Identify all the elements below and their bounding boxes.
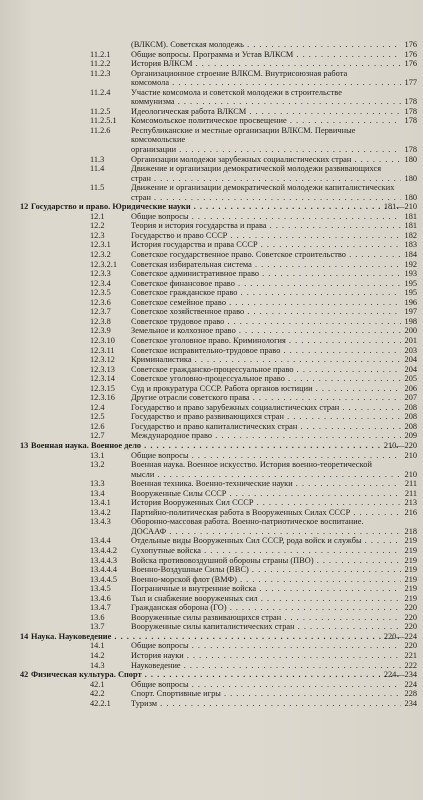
- entry-number: 12.3.12: [90, 355, 115, 365]
- toc-entry: [0, 231, 423, 241]
- entry-page-number: 184: [404, 250, 417, 260]
- entry-number: 12.6: [90, 421, 105, 431]
- entry-page-number: 200: [404, 326, 417, 336]
- toc-entry: [0, 699, 423, 709]
- entry-page-number: 196: [404, 297, 417, 307]
- entry-title: Вооруженные Силы СССР . . .: [131, 489, 401, 499]
- entry-title: История Вооруженных Сил СССР . . .: [131, 498, 401, 508]
- toc-entry: [0, 603, 423, 613]
- entry-title: Военная наука. Военное искусство. История военно-теоретической мысли . . .: [131, 460, 401, 479]
- entry-page-number: 220: [404, 603, 417, 613]
- toc-entry: [0, 250, 423, 260]
- entry-page-number: 197: [404, 307, 417, 317]
- entry-page-number: 219: [404, 574, 417, 584]
- entry-title: Спорт. Спортивные игры . . .: [131, 689, 401, 699]
- entry-page-number: 216: [404, 507, 417, 517]
- entry-title: Советское семейное право . . .: [131, 298, 401, 308]
- entry-number: 12.3.9: [90, 326, 111, 336]
- toc-entry: [0, 403, 423, 413]
- entry-page-number: 228: [404, 689, 417, 699]
- table-of-contents: [0, 40, 423, 708]
- entry-page-number: 180: [404, 192, 417, 202]
- entry-title: Наука. Науковедение . . .: [31, 632, 401, 642]
- toc-entry: [0, 384, 423, 394]
- entry-page-number: 219: [404, 565, 417, 575]
- entry-number: 42.2.1: [90, 698, 111, 708]
- entry-title: Республиканские и местные организации ВЛКСМ. Первичные комсомольские организации . . .: [131, 126, 401, 155]
- entry-number: 13.4.7: [90, 603, 111, 613]
- entry-number: 12.3.10: [90, 335, 115, 345]
- entry-title: Советское гражданско-процессуальное право . . .: [131, 365, 401, 375]
- entry-title: Оборонно-массовая работа. Военно-патриотическое воспитание. ДОСААФ . . .: [131, 517, 401, 536]
- entry-title: Советское уголовное право. Криминология . . .: [131, 336, 401, 346]
- entry-number: 12.3.8: [90, 316, 111, 326]
- toc-entry: [0, 393, 423, 403]
- toc-entry: [0, 69, 423, 88]
- entry-title: Государство и право СССР . . .: [131, 231, 401, 241]
- entry-title: Государство и право зарубежных социалистических стран . . .: [131, 403, 401, 413]
- section-heading: [0, 202, 423, 212]
- entry-title: Другие отрасли советского права . . .: [131, 393, 401, 403]
- entry-number: 11.2.6: [90, 125, 111, 135]
- entry-page-number: 195: [404, 278, 417, 288]
- toc-entry: [0, 556, 423, 566]
- toc-entry: [0, 298, 423, 308]
- entry-page-number: 180: [404, 154, 417, 164]
- entry-title: Советская избирательная система . . .: [131, 260, 401, 270]
- toc-entry: [0, 346, 423, 356]
- entry-title: Войска противовоздушной обороны страны (ПВО) . . .: [131, 556, 401, 566]
- entry-page-number: 219: [404, 593, 417, 603]
- entry-number: 42.2: [90, 689, 105, 699]
- toc-entry: [0, 221, 423, 231]
- entry-title: Советское уголовно-процессуальное право . . .: [131, 374, 401, 384]
- entry-title: Партийно-политическая работа в Вооруженных Силах СССР . . .: [131, 508, 401, 518]
- entry-number: 13.4.3: [90, 517, 111, 527]
- entry-number: 13.4.2: [90, 507, 111, 517]
- entry-title: Криминалистика . . .: [131, 355, 401, 365]
- toc-entry: [0, 374, 423, 384]
- entry-page-number: 210: [404, 450, 417, 460]
- toc-entry: [0, 584, 423, 594]
- entry-page-number: 208: [404, 421, 417, 431]
- entry-number: 11.4: [90, 164, 105, 174]
- entry-number: 11.2.5.1: [90, 116, 117, 126]
- entry-page-number: 224: [404, 679, 417, 689]
- entry-number: 12.5: [90, 412, 105, 422]
- entry-number: 11.3: [90, 154, 105, 164]
- entry-page-number: 219: [404, 555, 417, 565]
- toc-entry: [0, 422, 423, 432]
- toc-entry: [0, 661, 423, 671]
- toc-entry: [0, 336, 423, 346]
- entry-page-number: 219: [404, 545, 417, 555]
- entry-page-number: 193: [404, 269, 417, 279]
- entry-page-number: 213: [404, 498, 417, 508]
- toc-entry: [0, 431, 423, 441]
- entry-number: 14.3: [90, 660, 105, 670]
- entry-number: 14.2: [90, 651, 105, 660]
- toc-entry: [0, 489, 423, 499]
- toc-entry: [0, 279, 423, 289]
- toc-entry: [0, 641, 423, 651]
- entry-number: 11.2.5: [90, 106, 111, 116]
- entry-page-number: 208: [404, 402, 417, 412]
- entry-title: Гражданская оборона (ГО) . . .: [131, 603, 401, 613]
- entry-number: 11.2.1: [90, 49, 111, 59]
- entry-page-number: 222: [404, 660, 417, 670]
- toc-entry: [0, 288, 423, 298]
- entry-number: 12: [20, 202, 29, 212]
- entry-number: 11.2.3: [90, 68, 111, 78]
- entry-number: 12.1: [90, 211, 105, 221]
- entry-page-number: 220: [404, 641, 417, 651]
- toc-entry: [0, 613, 423, 623]
- entry-page-number: 208: [404, 412, 417, 422]
- entry-number: 11.2.4: [90, 87, 111, 97]
- entry-title: Военно-Воздушные Силы (ВВС) . . .: [131, 565, 401, 575]
- entry-number: 12.3.2: [90, 250, 111, 260]
- entry-title: Государство и право. Юридические науки . . .: [31, 202, 401, 212]
- entry-number: 12.3.4: [90, 278, 111, 288]
- entry-number: 12.3.1: [90, 240, 111, 250]
- entry-page-number: 198: [404, 316, 417, 326]
- entry-number: 12.3.5: [90, 288, 111, 298]
- section-heading: [0, 632, 423, 642]
- entry-number: 13.7: [90, 622, 105, 632]
- toc-entry: [0, 107, 423, 117]
- entry-number: 13.4.4.3: [90, 555, 117, 565]
- entry-title: Советское административное право . . .: [131, 269, 401, 279]
- entry-title: Движение и организации демократической молодежи развивающихся стран . . .: [131, 164, 401, 183]
- entry-number: 42: [20, 670, 29, 680]
- entry-number: 13.4.4.4: [90, 565, 117, 575]
- entry-page-number: 211: [404, 479, 417, 489]
- entry-title: Советское гражданское право . . .: [131, 288, 401, 298]
- entry-page-number: 180: [404, 173, 417, 183]
- entry-page-number: 220—224: [383, 631, 417, 641]
- entry-title: Земельное и колхозное право . . .: [131, 326, 401, 336]
- toc-entry: [0, 651, 423, 661]
- toc-entry: [0, 183, 423, 202]
- entry-page-number: 219: [404, 584, 417, 594]
- entry-page-number: 211: [404, 488, 417, 498]
- toc-entry: [0, 88, 423, 107]
- toc-entry: [0, 546, 423, 556]
- entry-title: Комсомольское политическое просвещение . . .: [131, 116, 401, 126]
- entry-page-number: 220: [404, 622, 417, 632]
- toc-entry: [0, 126, 423, 155]
- toc-entry: [0, 260, 423, 270]
- entry-title: Отдельные виды Вооруженных Сил СССР, рода войск и службы . . .: [131, 536, 401, 546]
- entry-number: 12.3.16: [90, 393, 115, 403]
- entry-number: 14.1: [90, 641, 105, 651]
- toc-entry: [0, 59, 423, 69]
- entry-title: Вооруженные силы развивающихся стран . . .: [131, 613, 401, 623]
- entry-title: Военная наука. Военное дело . . .: [31, 441, 401, 451]
- entry-title: Пограничные и внутренние войска . . .: [131, 584, 401, 594]
- entry-title: Международное право . . .: [131, 431, 401, 441]
- entry-title: Организационное строение ВЛКСМ. Внутрисоюзная работа комсомола . . .: [131, 69, 401, 88]
- entry-title: Советское исправительно-трудовое право . . .: [131, 346, 401, 356]
- entry-title: Советское хозяйственное право . . .: [131, 307, 401, 317]
- entry-page-number: 204: [404, 364, 417, 374]
- toc-entry: [0, 40, 423, 50]
- entry-title: Организации молодежи зарубежных социалистических стран . . .: [131, 155, 401, 165]
- toc-entry: [0, 326, 423, 336]
- entry-title: Общие вопросы . . .: [131, 680, 401, 690]
- entry-title: Общие вопросы. Программа и Устав ВЛКСМ . . .: [131, 50, 401, 60]
- toc-entry: [0, 365, 423, 375]
- toc-entry: [0, 116, 423, 126]
- entry-number: 12.3.14: [90, 374, 115, 384]
- entry-page-number: 178: [404, 116, 417, 126]
- toc-entry: [0, 269, 423, 279]
- toc-entry: [0, 498, 423, 508]
- entry-page-number: 181—210: [383, 202, 417, 212]
- entry-number: 13.6: [90, 612, 105, 622]
- entry-page-number: 176: [404, 40, 417, 49]
- toc-entry: [0, 317, 423, 327]
- entry-page-number: 209: [404, 431, 417, 441]
- entry-number: 11.2.2: [90, 59, 111, 69]
- entry-title: История государства и права СССР . . .: [131, 240, 401, 250]
- entry-title: Участие комсомола и советской молодежи в строительстве коммунизма . . .: [131, 88, 401, 107]
- entry-page-number: 182: [404, 230, 417, 240]
- entry-page-number: 192: [404, 259, 417, 269]
- toc-entry: [0, 689, 423, 699]
- entry-page-number: 210: [404, 469, 417, 479]
- toc-entry: [0, 536, 423, 546]
- toc-entry: [0, 479, 423, 489]
- entry-page-number: 176: [404, 49, 417, 59]
- toc-entry: [0, 50, 423, 60]
- entry-number: 13.4.6: [90, 593, 111, 603]
- entry-title: Советское государственное право. Советское строительство . . .: [131, 250, 401, 260]
- entry-page-number: 178: [404, 145, 417, 155]
- entry-number: 12.2: [90, 221, 105, 231]
- entry-number: 14: [20, 631, 29, 641]
- entry-number: 13.4.4.2: [90, 545, 117, 555]
- entry-number: 12.3.13: [90, 364, 115, 374]
- entry-title: Советское трудовое право . . .: [131, 317, 401, 327]
- entry-number: 12.4: [90, 402, 105, 412]
- toc-entry: [0, 517, 423, 536]
- section-heading: [0, 441, 423, 451]
- entry-page-number: 195: [404, 288, 417, 298]
- entry-page-number: 178: [404, 106, 417, 116]
- entry-number: 13: [20, 440, 29, 450]
- entry-page-number: 181: [404, 221, 417, 231]
- entry-page-number: 224—234: [383, 670, 417, 680]
- entry-title: Военно-морской флот (ВМФ) . . .: [131, 575, 401, 585]
- entry-page-number: 176: [404, 59, 417, 69]
- entry-page-number: 221: [404, 651, 417, 660]
- entry-page-number: 207: [404, 393, 417, 403]
- entry-title: Тыл и снабжение вооруженных сил . . .: [131, 594, 401, 604]
- entry-page-number: 220: [404, 612, 417, 622]
- entry-page-number: 206: [404, 383, 417, 393]
- entry-page-number: 219: [404, 536, 417, 546]
- toc-entry: [0, 412, 423, 422]
- entry-title: Государство и право развивающихся стран . . .: [131, 412, 401, 422]
- entry-title: Советское финансовое право . . .: [131, 279, 401, 289]
- entry-number: 12.3.15: [90, 383, 115, 393]
- entry-title: Военная техника. Военно-технические науки . . .: [131, 479, 401, 489]
- entry-number: 13.3: [90, 479, 105, 489]
- entry-page-number: 183: [404, 240, 417, 250]
- entry-number: 12.7: [90, 431, 105, 441]
- toc-entry: [0, 680, 423, 690]
- entry-page-number: 218: [404, 526, 417, 536]
- toc-entry: [0, 565, 423, 575]
- toc-entry: [0, 594, 423, 604]
- entry-number: 13.4.4.5: [90, 574, 117, 584]
- entry-page-number: 210—220: [383, 440, 417, 450]
- toc-entry: [0, 460, 423, 479]
- entry-page-number: 204: [404, 355, 417, 365]
- entry-number: 12.3: [90, 230, 105, 240]
- toc-entry: [0, 508, 423, 518]
- entry-page-number: 181: [404, 211, 417, 221]
- entry-title: Общие вопросы . . .: [131, 641, 401, 651]
- entry-page-number: 205: [404, 374, 417, 384]
- entry-number: 13.4.1: [90, 498, 111, 508]
- toc-entry: [0, 355, 423, 365]
- section-heading: [0, 670, 423, 680]
- entry-page-number: 177: [404, 78, 417, 88]
- entry-number: 13.1: [90, 450, 105, 460]
- toc-entry: [0, 307, 423, 317]
- entry-title: (ВЛКСМ). Советская молодежь . . .: [131, 40, 401, 50]
- entry-title: История науки . . .: [131, 651, 401, 661]
- entry-title: Суд и прокуратура СССР. Работа органов юстиции . . .: [131, 384, 401, 394]
- entry-title: Государство и право капиталистических стран . . .: [131, 422, 401, 432]
- entry-number: 12.3.2.1: [90, 259, 117, 269]
- entry-title: Идеологическая работа ВЛКСМ . . .: [131, 107, 401, 117]
- toc-entry: [0, 622, 423, 632]
- toc-entry: [0, 155, 423, 165]
- toc-entry: [0, 164, 423, 183]
- toc-entry: [0, 212, 423, 222]
- entry-title: Вооруженные силы капиталистических стран . . .: [131, 622, 401, 632]
- entry-number: 42.1: [90, 679, 105, 689]
- entry-number: 12.3.3: [90, 269, 111, 279]
- toc-entry: [0, 575, 423, 585]
- entry-number: 13.4.4: [90, 536, 111, 546]
- entry-number: 13.4: [90, 488, 105, 498]
- entry-title: Науковедение . . .: [131, 661, 401, 671]
- entry-title: Туризм . . .: [131, 699, 401, 709]
- entry-number: 12.3.6: [90, 297, 111, 307]
- entry-title: Движение и организации демократической молодежи капиталистических стран . . .: [131, 183, 401, 202]
- entry-page-number: 178: [404, 97, 417, 107]
- entry-number: 12.3.11: [90, 345, 115, 355]
- entry-number: 13.4.5: [90, 584, 111, 594]
- entry-number: 13.2: [90, 460, 105, 470]
- entry-title: Теория и история государства и права . . .: [131, 221, 401, 231]
- entry-page-number: 234: [404, 698, 417, 708]
- entry-page-number: 201: [404, 335, 417, 345]
- entry-number: 12.3.7: [90, 307, 111, 317]
- entry-title: Физическая культура. Спорт . . .: [31, 670, 401, 680]
- entry-page-number: 203: [404, 345, 417, 355]
- entry-title: Общие вопросы . . .: [131, 451, 401, 461]
- entry-title: История ВЛКСМ . . .: [131, 59, 401, 69]
- toc-entry: [0, 451, 423, 461]
- toc-entry: [0, 240, 423, 250]
- entry-title: Сухопутные войска . . .: [131, 546, 401, 556]
- entry-number: 11.5: [90, 183, 105, 193]
- entry-title: Общие вопросы . . .: [131, 212, 401, 222]
